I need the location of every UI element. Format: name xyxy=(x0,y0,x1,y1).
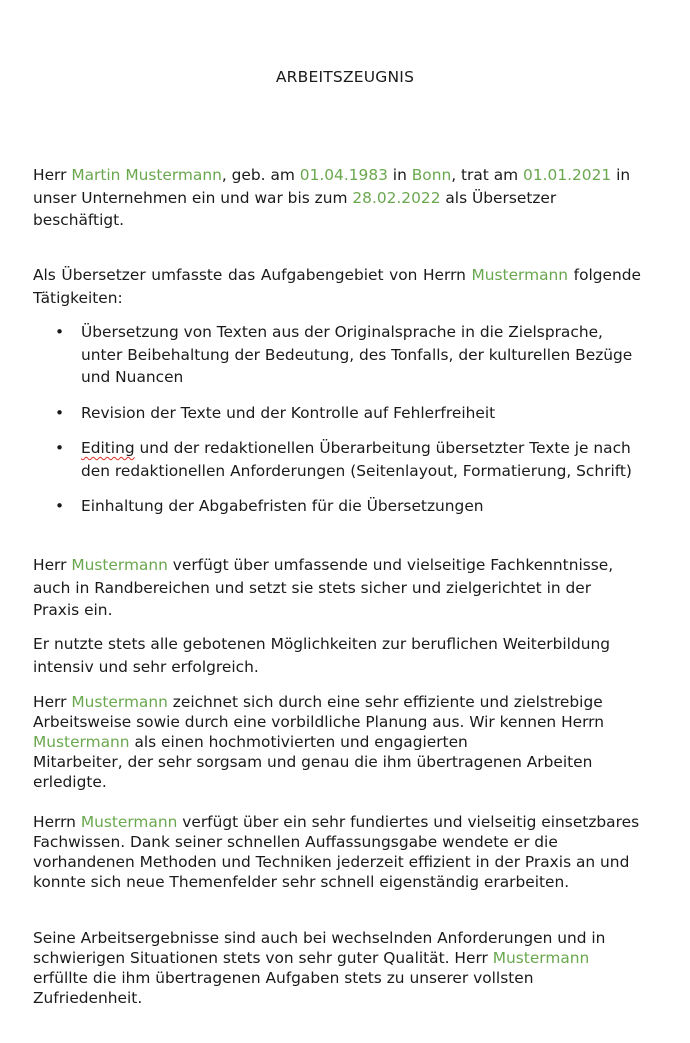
text: Mitarbeiter, der sehr sorgsam und genau die ihm übertragenen Arbeiten erledigte. xyxy=(33,753,593,791)
training-paragraph xyxy=(33,633,641,678)
birth-place: Bonn xyxy=(411,166,452,184)
bullet-icon: • xyxy=(55,497,65,515)
expertise-paragraph xyxy=(33,812,641,892)
text: in xyxy=(387,166,412,184)
list-item xyxy=(33,437,645,482)
employee-surname: Mustermann xyxy=(492,949,590,967)
end-date: 28.02.2022 xyxy=(352,188,441,207)
text: verfügt über ein sehr fundiertes und vielseitig einsetzbares Fachwissen. Dank seiner schnellen Auffassungsgabe wendete er die vorhandenen Methoden und Techniken jederzeit effizient in der Praxis an und konnte sich neue Themenfelder sehr schnell eigenständig erarbeiten. xyxy=(33,813,640,891)
document-title: ARBEITSZEUGNIS xyxy=(275,68,415,86)
bullet-icon: • xyxy=(55,323,65,341)
text: als Übersetzer beschäftigt. xyxy=(33,188,557,229)
text: erfüllte die ihm übertragenen Aufgaben stets zu unserer vollsten Zufriedenheit. xyxy=(33,969,534,1007)
knowledge-paragraph xyxy=(33,554,641,622)
text: Herr xyxy=(33,556,72,574)
list-item xyxy=(33,321,645,389)
employee-surname: Mustermann xyxy=(71,693,168,711)
employee-name: Martin Mustermann xyxy=(71,166,222,184)
text: zeichnet sich durch eine sehr effiziente und zielstrebige Arbeitsweise sowie durch eine vorbildliche Planung aus. Wir kennen Herrn xyxy=(33,693,604,731)
employee-surname: Mustermann xyxy=(71,556,168,574)
results-paragraph xyxy=(33,928,641,1008)
text: Seine Arbeitsergebnisse sind auch bei wechselnden Anforderungen und in schwierigen Situationen stets von sehr guter Qualität. Herr xyxy=(33,929,606,967)
task-text: Einhaltung der Abgabefristen für die Übersetzungen xyxy=(81,497,484,515)
text: als einen hochmotivierten und engagierten xyxy=(129,733,468,751)
task-list xyxy=(33,321,645,531)
text: , trat am xyxy=(451,166,524,184)
task-text: Übersetzung von Texten aus der Originalsprache in die Zielsprache, unter Beibehaltung der Bedeutung, des Tonfalls, der kulturellen Bezüge und Nuancen xyxy=(81,323,633,386)
list-item xyxy=(33,495,645,518)
text: verfügt über umfassende und vielseitige Fachkenntnisse, auch in Randbereichen und setzt sie stets sicher und zielgerichtet in der Praxis ein. xyxy=(33,556,614,619)
bullet-icon: • xyxy=(55,439,65,457)
text: , geb. am xyxy=(221,166,300,184)
text: in unser Unternehmen ein und war bis zum xyxy=(33,166,631,207)
list-item xyxy=(33,402,645,425)
work-style-paragraph xyxy=(33,692,641,792)
employee-surname: Mustermann xyxy=(33,733,130,751)
text: Als Übersetzer umfasste das Aufgabengebiet von Herrn xyxy=(33,266,472,284)
intro-paragraph xyxy=(33,164,641,232)
employee-surname: Mustermann xyxy=(471,266,569,284)
text: folgende Tätigkeiten: xyxy=(33,266,641,307)
text: Er nutzte stets alle gebotenen Möglichkeiten zur beruflichen Weiterbildung intensiv und sehr erfolgreich. xyxy=(33,635,610,676)
spellcheck-marked-word: Editing xyxy=(81,439,135,457)
text: Herrn xyxy=(33,813,81,831)
tasks-intro-paragraph xyxy=(33,264,641,309)
birth-date: 01.04.1983 xyxy=(299,166,388,184)
employee-surname: Mustermann xyxy=(80,813,178,831)
task-text: und der redaktionellen Überarbeitung übersetzter Texte je nach den redaktionellen Anforderungen (Seitenlayout, Formatierung, Schrift) xyxy=(81,439,632,480)
task-text: Revision der Texte und der Kontrolle auf Fehlerfreiheit xyxy=(81,403,496,422)
text: Herr xyxy=(33,166,72,184)
start-date: 01.01.2021 xyxy=(523,166,612,184)
bullet-icon: • xyxy=(55,403,65,422)
text: Herr xyxy=(33,693,72,711)
